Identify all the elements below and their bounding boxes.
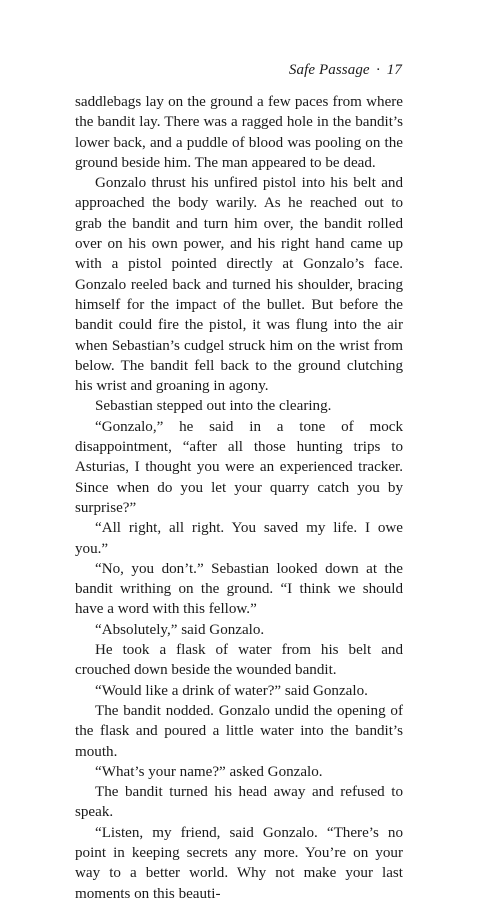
paragraph: “Listen, my friend, said Gonzalo. “There’s no point in keeping secrets any more. You’re on your way to a better world. Why not make your last moments on this beauti-: [75, 824, 403, 902]
paragraph: “All right, all right. You saved my life. I owe you.”: [75, 520, 403, 557]
running-title: Safe Passage: [288, 62, 370, 78]
body-text: [75, 92, 403, 904]
page-number: 17: [386, 62, 402, 78]
paragraph: “No, you don’t.” Sebastian looked down at the bandit writhing on the ground. “I think we should have a word with this fellow.”: [75, 560, 403, 618]
paragraph: The bandit turned his head away and refused to speak.: [75, 784, 403, 821]
paragraph: saddlebags lay on the ground a few paces from where the bandit lay. There was a ragged hole in the bandit’s lower back, and a puddle of blood was pooling on the ground beside him. The man appeared to be dead.: [75, 94, 403, 171]
paragraph: “What’s your name?” asked Gonzalo.: [95, 763, 323, 780]
paragraph: “Absolutely,” said Gonzalo.: [95, 621, 265, 638]
header-separator: ·: [375, 62, 381, 78]
paragraph: Sebastian stepped out into the clearing.: [95, 398, 332, 415]
paragraph: Gonzalo thrust his unfired pistol into his belt and approached the body warily. As he reached out to grab the bandit and turn him over, the bandit rolled over on his own power, and his right hand came up with a pistol pointed directly at Gonzalo’s face. Gonzalo reeled back and turned his shoulder, bracing himself for the impact of the bullet. But before the bandit could fire the pistol, it was flung into the air when Sebastian’s cudgel struck him on the wrist from below. The bandit fell back to the ground clutching his wrist and groaning in agony.: [75, 175, 403, 395]
paragraph: “Would like a drink of water?” said Gonzalo.: [95, 682, 368, 699]
paragraph: He took a flask of water from his belt and crouched down beside the wounded bandit.: [75, 642, 403, 679]
running-head: [289, 62, 402, 79]
paragraph: “Gonzalo,” he said in a tone of mock disappointment, “after all those hunting trips to Asturias, I thought you were an experienced tracker. Since when do you let your quarry catch you by surprise?”: [75, 418, 403, 516]
paragraph: The bandit nodded. Gonzalo undid the opening of the flask and poured a little water into the bandit’s mouth.: [75, 702, 403, 760]
